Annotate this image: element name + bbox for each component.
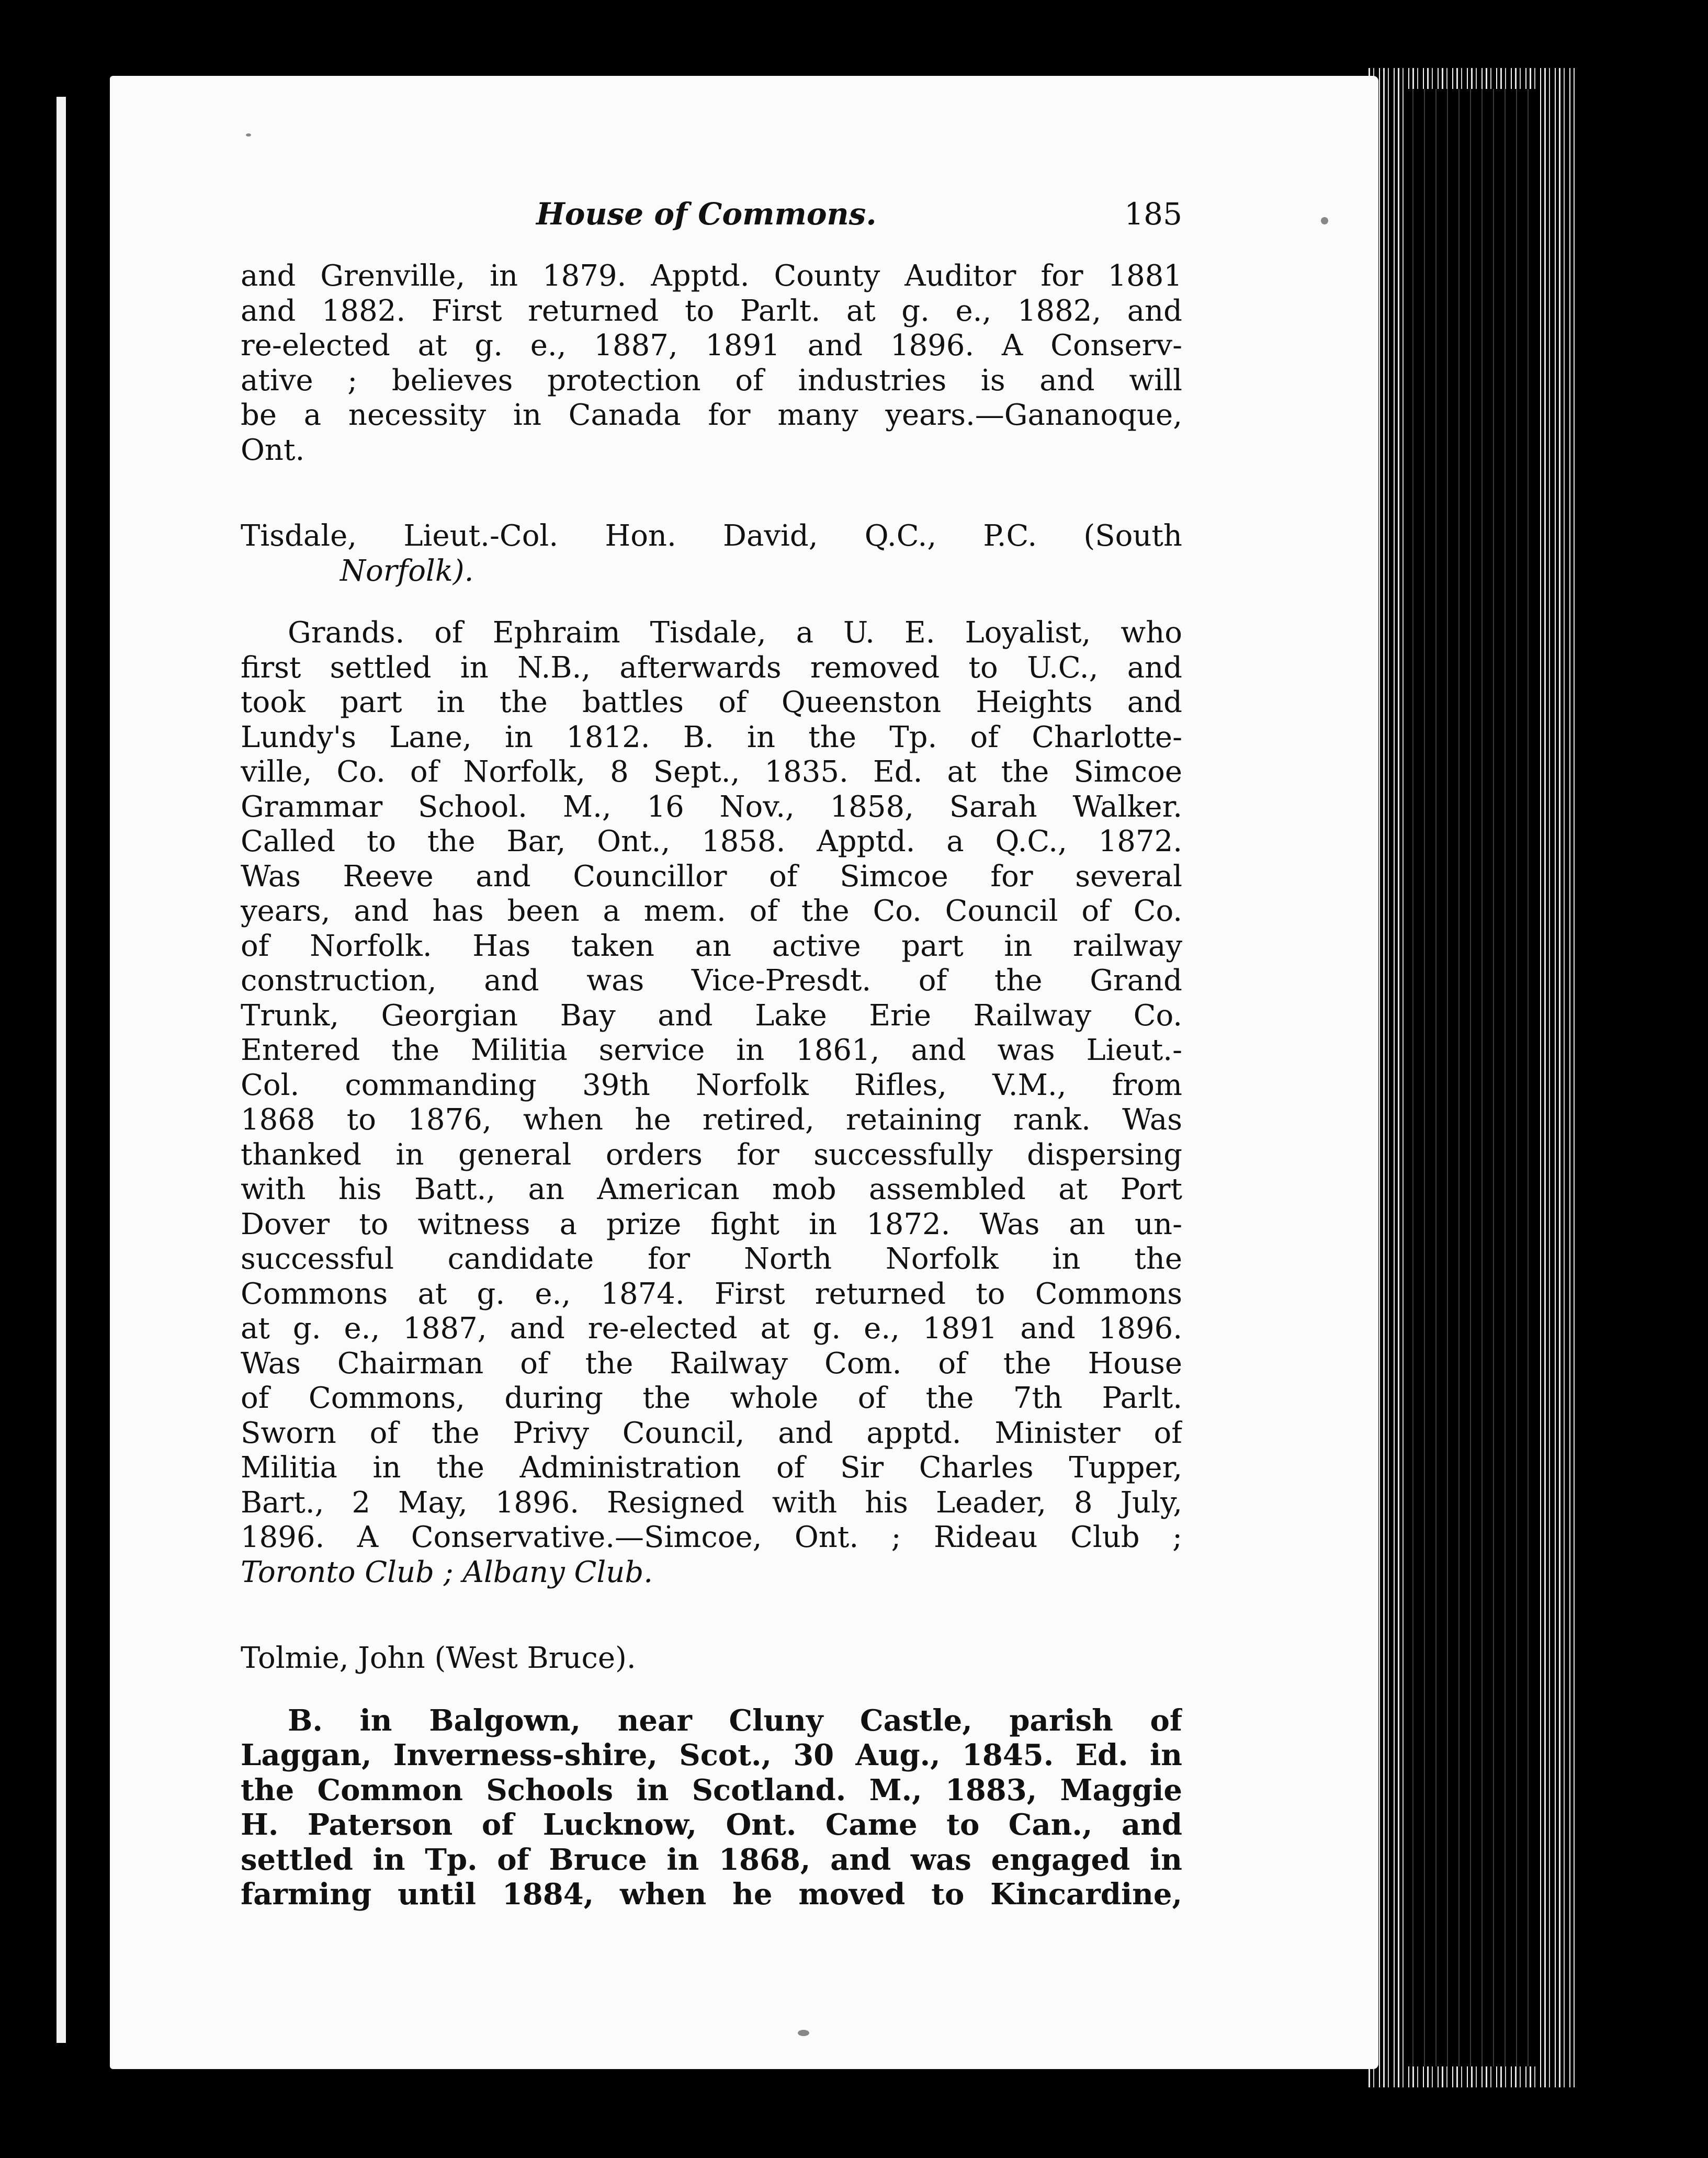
text-line: at g. e., 1887, and re-elected at g. e., 1891 and 1896. (241, 1312, 1182, 1346)
text-line: Was Chairman of the Railway Com. of the House (241, 1346, 1182, 1381)
text-line: years, and has been a mem. of the Co. Council of Co. (241, 894, 1182, 928)
text-line: construction, and was Vice-Presdt. of the Grand (241, 964, 1182, 998)
facing-page-edge (56, 97, 66, 2043)
intro-paragraph (241, 259, 1182, 468)
text-line: Laggan, Inverness-shire, Scot., 30 Aug., 1845. Ed. in (241, 1738, 1182, 1772)
text-line: Grammar School. M., 16 Nov., 1858, Sarah Walker. (241, 789, 1182, 824)
text-line: and 1882. First returned to Parlt. at g. e., 1882, and (241, 293, 1182, 328)
entry-heading-line: Tisdale, Lieut.-Col. Hon. David, Q.C., P.C. (South (241, 519, 1182, 553)
text-line: Was Reeve and Councillor of Simcoe for several (241, 859, 1182, 894)
tolmie-entry-heading (241, 1641, 1182, 1676)
ink-speck (1321, 217, 1328, 224)
body-text (241, 259, 1182, 1912)
page-number: 185 (1124, 196, 1182, 232)
text-line: of Norfolk. Has taken an active part in railway (241, 929, 1182, 963)
text-line: Sworn of the Privy Council, and apptd. Minister of (241, 1416, 1182, 1450)
text-line: first settled in N.B., afterwards removed to U.C., and (241, 650, 1182, 685)
text-line: Lundy's Lane, in 1812. B. in the Tp. of Charlotte- (241, 720, 1182, 754)
text-line: Commons at g. e., 1874. First returned to Commons (241, 1276, 1182, 1311)
book-fore-edge (1365, 68, 1575, 2087)
text-line: Col. commanding 39th Norfolk Rifles, V.M., from (241, 1068, 1182, 1102)
text-line: Ont. (241, 433, 305, 467)
text-line: Militia in the Administration of Sir Charles Tupper, (241, 1451, 1182, 1485)
page-header (241, 196, 1182, 238)
tisdale-biography (241, 616, 1182, 1590)
text-line: H. Paterson of Lucknow, Ont. Came to Can., and (241, 1807, 1182, 1842)
ink-speck (246, 133, 251, 137)
text-line: Entered the Militia service in 1861, and was Lieut.- (241, 1033, 1182, 1067)
text-line: and Grenville, in 1879. Apptd. County Auditor for 1881 (241, 259, 1182, 293)
text-line: ville, Co. of Norfolk, 8 Sept., 1835. Ed. at the Simcoe (241, 755, 1182, 789)
tisdale-entry-heading (241, 519, 1182, 589)
text-line: be a necessity in Canada for many years.—Gananoque, (241, 398, 1182, 432)
text-line: successful candidate for North Norfolk in the (241, 1242, 1182, 1276)
tolmie-biography (241, 1703, 1182, 1912)
text-line: Bart., 2 May, 1896. Resigned with his Leader, 8 July, (241, 1485, 1182, 1520)
text-line: thanked in general orders for successfully dispersing (241, 1137, 1182, 1172)
text-line: of Commons, during the whole of the 7th Parlt. (241, 1381, 1182, 1415)
text-line: 1868 to 1876, when he retired, retaining rank. Was (241, 1103, 1182, 1137)
text-line: ative ; believes protection of industries is and will (241, 363, 1182, 398)
text-line: Called to the Bar, Ont., 1858. Apptd. a Q.C., 1872. (241, 824, 1182, 858)
text-line: farming until 1884, when he moved to Kincardine, (241, 1877, 1182, 1912)
text-line: settled in Tp. of Bruce in 1868, and was engaged in (241, 1842, 1182, 1877)
book-fore-edge-shadow (1407, 89, 1538, 2066)
entry-heading-line: Norfolk). (340, 553, 474, 588)
text-line: re-elected at g. e., 1887, 1891 and 1896. A Conserv- (241, 329, 1182, 363)
text-line: the Common Schools in Scotland. M., 1883, Maggie (241, 1772, 1182, 1807)
text-line: Dover to witness a prize fight in 1872. Was an un- (241, 1207, 1182, 1241)
ink-speck (798, 2030, 809, 2036)
text-line: Toronto Club ; Albany Club. (241, 1555, 653, 1589)
text-line: took part in the battles of Queenston Heights and (241, 685, 1182, 719)
text-line: Grands. of Ephraim Tisdale, a U. E. Loyalist, who (288, 616, 1182, 650)
running-head: House of Commons. (536, 196, 877, 232)
text-line: Trunk, Georgian Bay and Lake Erie Railway Co. (241, 998, 1182, 1033)
text-line: 1896. A Conservative.—Simcoe, Ont. ; Rideau Club ; (241, 1520, 1182, 1554)
text-line: with his Batt., an American mob assembled at Port (241, 1172, 1182, 1206)
entry-heading-line: Tolmie, John (West Bruce). (241, 1641, 636, 1675)
text-line: B. in Balgown, near Cluny Castle, parish of (288, 1703, 1182, 1738)
